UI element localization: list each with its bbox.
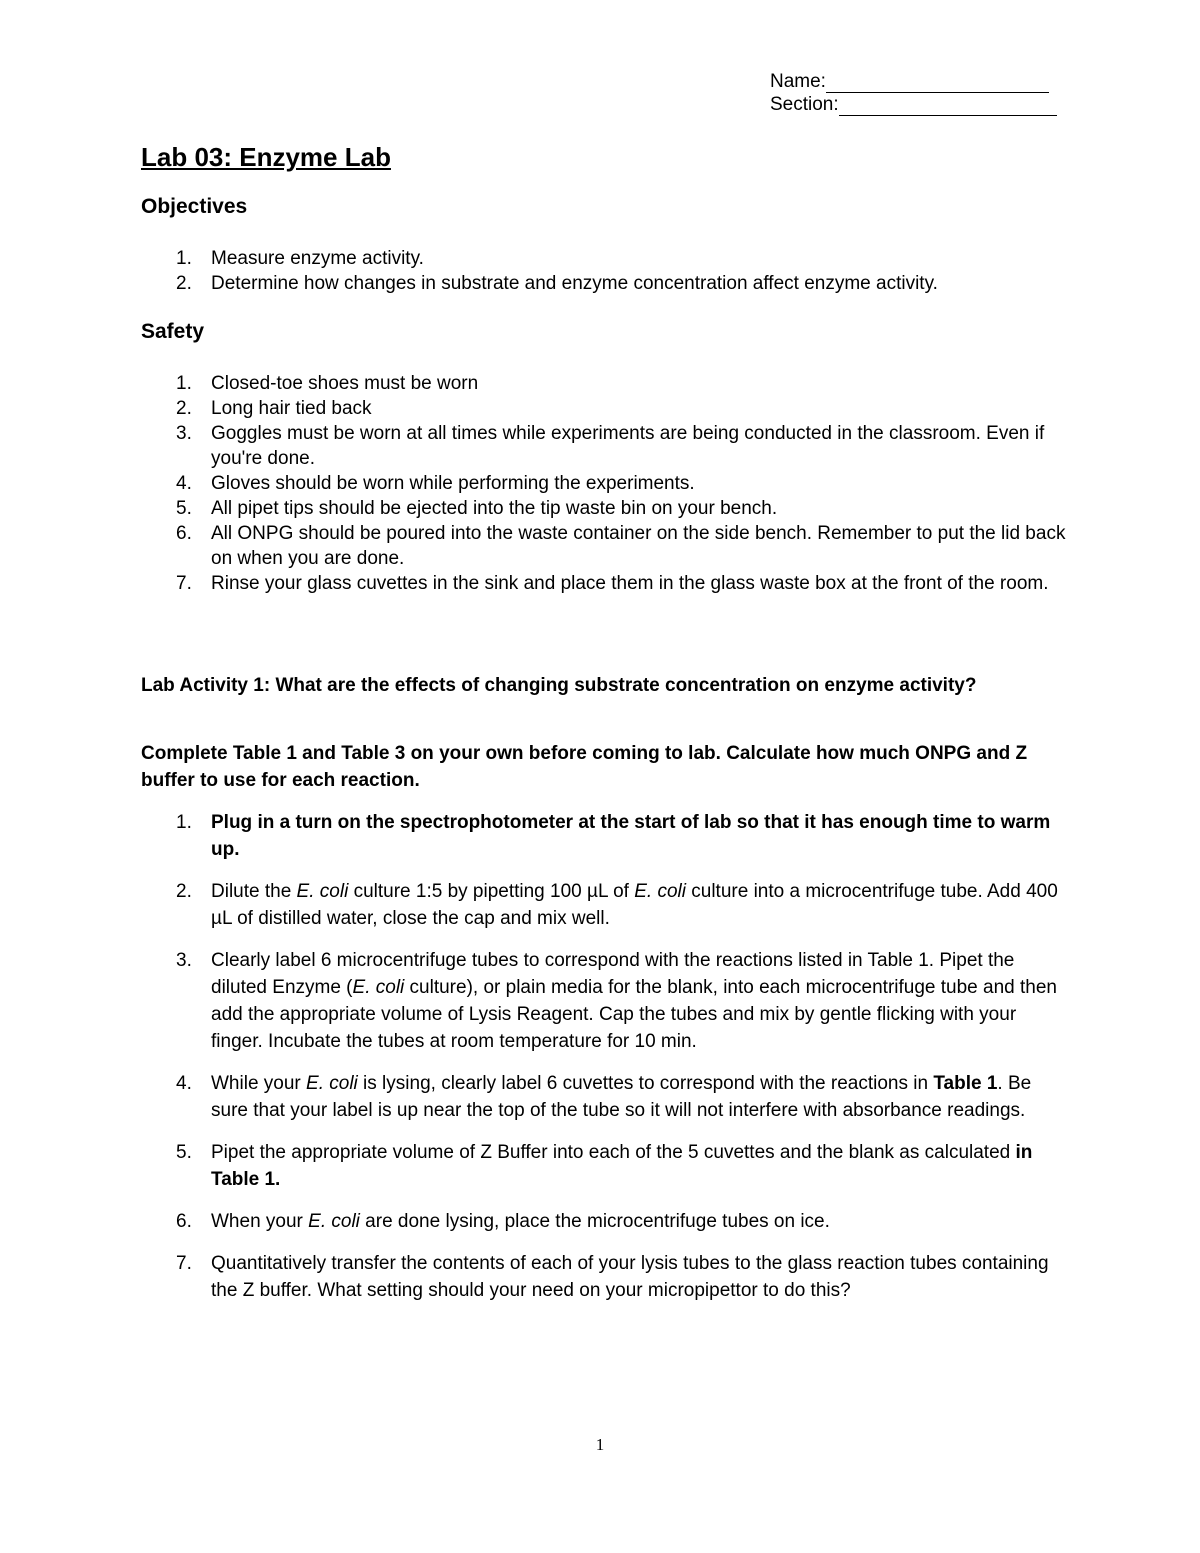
name-label: Name: bbox=[770, 71, 826, 92]
text-run: While your bbox=[211, 1073, 307, 1094]
page-title: Lab 03: Enzyme Lab bbox=[141, 142, 391, 172]
text-run: culture 1:5 by pipetting 100 µL of bbox=[348, 881, 635, 902]
step-text bbox=[211, 950, 1057, 1052]
list-item bbox=[141, 271, 1071, 296]
name-section-block bbox=[770, 70, 1057, 116]
objectives-list bbox=[141, 246, 1071, 296]
step-text bbox=[211, 881, 1058, 929]
item-number: 5. bbox=[176, 498, 192, 519]
list-item bbox=[141, 371, 1071, 396]
item-number: 7. bbox=[176, 573, 192, 594]
section-row bbox=[770, 93, 1057, 116]
step-text: Plug in a turn on the spectrophotometer at the start of lab so that it has enough time to warm up. bbox=[211, 812, 1051, 860]
text-run: Clearly label 6 microcentrifuge tubes to correspond with the reactions listed in Table 1. Pipet the diluted Enzyme ( bbox=[211, 950, 1015, 998]
step-item bbox=[141, 878, 1071, 932]
step-text bbox=[211, 1142, 1032, 1190]
activity-1-instructions: Complete Table 1 and Table 3 on your own before coming to lab. Calculate how much ONPG and Z buffer to use for each reaction. bbox=[141, 743, 1028, 791]
text-run: culture), or plain media for the blank, into each microcentrifuge tube and then add the appropriate volume of Lysis Reagent. Cap the tubes and mix by gentle flicking with your finger. Incubate the tubes at room temperature for 10 min. bbox=[211, 977, 1057, 1052]
objectives-heading: Objectives bbox=[141, 195, 248, 218]
step-item bbox=[141, 809, 1071, 863]
item-text: Gloves should be worn while performing the experiments. bbox=[211, 473, 695, 494]
activity-1-steps bbox=[141, 809, 1071, 1319]
step-number: 3. bbox=[176, 950, 192, 971]
item-number: 2. bbox=[176, 273, 192, 294]
name-row bbox=[770, 70, 1057, 93]
step-number: 6. bbox=[176, 1211, 192, 1232]
step-item bbox=[141, 947, 1071, 1055]
list-item bbox=[141, 496, 1071, 521]
list-item bbox=[141, 471, 1071, 496]
item-text: Determine how changes in substrate and enzyme concentration affect enzyme activity. bbox=[211, 273, 938, 294]
activity-1-heading: Lab Activity 1: What are the effects of changing substrate concentration on enzyme activity? bbox=[141, 675, 977, 696]
text-run: Pipet the appropriate volume of Z Buffer into each of the 5 cuvettes and the blank as calculated bbox=[211, 1142, 1016, 1163]
name-blank-line bbox=[826, 74, 1049, 93]
item-number: 6. bbox=[176, 523, 192, 544]
text-run: culture into a microcentrifuge tube. Add 400 µL of distilled water, close the cap and mix well. bbox=[211, 881, 1058, 929]
text-run: When your bbox=[211, 1211, 309, 1232]
page-number: 1 bbox=[595, 1435, 605, 1454]
text-run: is lysing, clearly label 6 cuvettes to correspond with the reactions in bbox=[357, 1073, 934, 1094]
italic-text: E. coli bbox=[634, 881, 686, 902]
item-text: Closed-toe shoes must be worn bbox=[211, 373, 479, 394]
safety-list bbox=[141, 371, 1071, 596]
list-item bbox=[141, 571, 1071, 596]
item-number: 1. bbox=[176, 373, 192, 394]
text-run: Dilute the bbox=[211, 881, 297, 902]
step-text: Quantitatively transfer the contents of each of your lysis tubes to the glass reaction tubes containing the Z buffer. What setting should your need on your micropipettor to do this? bbox=[211, 1253, 1049, 1301]
italic-text: E. coli bbox=[352, 977, 405, 998]
item-text: Goggles must be worn at all times while experiments are being conducted in the classroom. Even if you're done. bbox=[211, 423, 1045, 469]
item-text: All pipet tips should be ejected into the tip waste bin on your bench. bbox=[211, 498, 778, 519]
step-number: 1. bbox=[176, 812, 192, 833]
section-blank-line bbox=[839, 97, 1057, 116]
italic-text: E. coli bbox=[308, 1211, 360, 1232]
step-text bbox=[211, 1073, 1031, 1121]
list-item bbox=[141, 396, 1071, 421]
step-number: 7. bbox=[176, 1253, 192, 1274]
list-item bbox=[141, 246, 1071, 271]
text-run: are done lysing, place the microcentrifuge tubes on ice. bbox=[359, 1211, 830, 1232]
item-number: 3. bbox=[176, 423, 192, 444]
item-number: 4. bbox=[176, 473, 192, 494]
list-item bbox=[141, 521, 1071, 571]
text-run: . Be sure that your label is up near the top of the tube so it will not interfere with absorbance readings. bbox=[211, 1073, 1032, 1121]
step-number: 2. bbox=[176, 881, 192, 902]
step-item bbox=[141, 1208, 1071, 1235]
item-text: All ONPG should be poured into the waste container on the side bench. Remember to put the lid back on when you are done. bbox=[211, 523, 1066, 569]
step-item bbox=[141, 1070, 1071, 1124]
italic-text: E. coli bbox=[306, 1073, 358, 1094]
item-text: Measure enzyme activity. bbox=[211, 248, 424, 269]
list-item bbox=[141, 421, 1071, 471]
item-text: Rinse your glass cuvettes in the sink and place them in the glass waste box at the front of the room. bbox=[211, 573, 1049, 594]
safety-heading: Safety bbox=[141, 320, 205, 343]
item-text: Long hair tied back bbox=[211, 398, 372, 419]
step-number: 5. bbox=[176, 1142, 192, 1163]
step-item bbox=[141, 1139, 1071, 1193]
step-number: 4. bbox=[176, 1073, 192, 1094]
step-item bbox=[141, 1250, 1071, 1304]
bold-text: in Table 1. bbox=[211, 1142, 1033, 1190]
italic-text: E. coli bbox=[296, 881, 349, 902]
item-number: 1. bbox=[176, 248, 192, 269]
bold-text: Table 1 bbox=[933, 1073, 998, 1094]
item-number: 2. bbox=[176, 398, 192, 419]
section-label: Section: bbox=[770, 94, 839, 115]
step-text bbox=[211, 1211, 830, 1232]
